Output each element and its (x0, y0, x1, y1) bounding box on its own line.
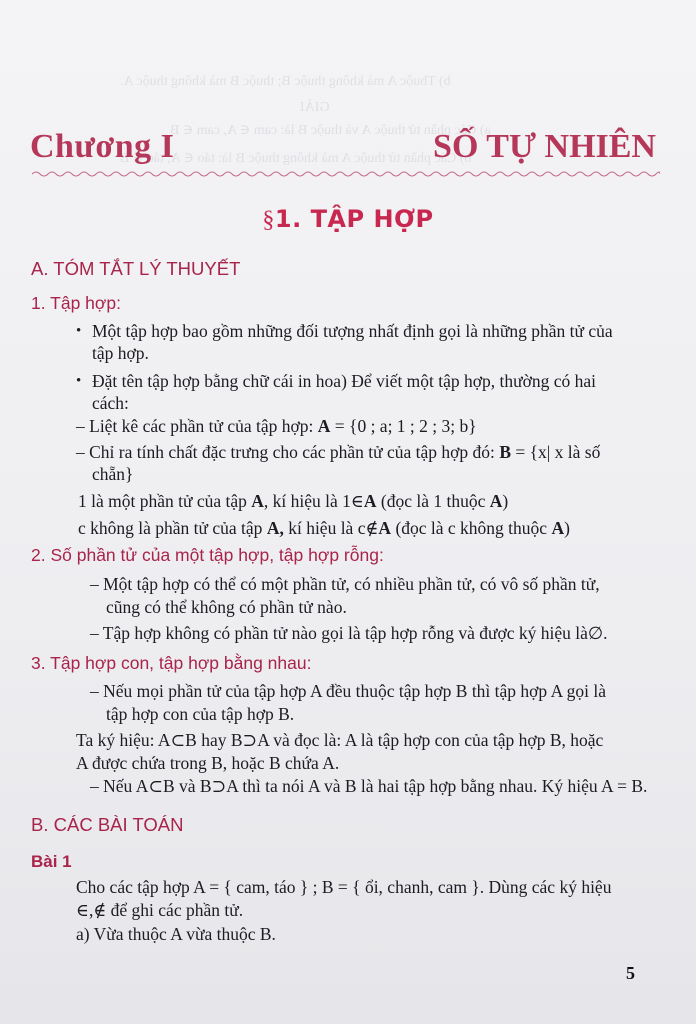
part-b-heading: B. CÁC BÀI TOÁN (31, 814, 184, 835)
bleed-through-line: a) Các phần tử thuộc A và thuộc B là: cam ∈ A, cam ∈ B (170, 123, 491, 138)
non-membership-line (78, 517, 570, 539)
subset-definition-cont: tập hợp con của tập hợp B. (106, 704, 295, 724)
part-a-heading: A. TÓM TẮT LÝ THUYẾT (31, 258, 241, 279)
set-name: A, (266, 518, 284, 538)
exercise-1-statement: Cho các tập hợp A = { cam, táo } ; B = { ổi, chanh, cam }. Dùng các ký hiệu (76, 877, 612, 897)
section-title-text: 1. TẬP HỢP (274, 205, 434, 233)
method-property-cont: chẵn} (92, 464, 134, 484)
set-name: A (489, 491, 503, 511)
set-name: B (499, 442, 511, 462)
subset-notation-cont: A được chứa trong B, hoặc B chứa A. (76, 753, 340, 773)
section-title (0, 205, 696, 234)
text: ) (502, 491, 509, 511)
set-name: A (551, 518, 565, 538)
page-number: 5 (626, 963, 635, 983)
bleed-through-line: GIẢI (300, 100, 330, 115)
exercise-1-statement-cont: ∈,∉ để ghi các phần tử. (76, 900, 244, 920)
text: , kí hiệu là 1∈ (263, 491, 364, 511)
text: (đọc là c không thuộc (391, 518, 552, 538)
subsection-3-heading: 3. Tập hợp con, tập hợp bằng nhau: (31, 653, 312, 673)
subset-notation: Ta ký hiệu: A⊂B hay B⊃A và đọc là: A là tập hợp con của tập hợp B, hoặc (76, 730, 604, 750)
cardinality-line: – Một tập hợp có thể có một phần tử, có nhiều phần tử, có vô số phần tử, (90, 574, 600, 594)
set-name: A (251, 491, 264, 511)
method-text: – Chỉ ra tính chất đặc trưng cho các phần tử của tập hợp đó: (76, 442, 500, 462)
bullet-naming (92, 370, 596, 392)
text: 1 là một phần tử của tập (78, 491, 252, 511)
chapter-label: Chương I (30, 128, 175, 165)
bullet-naming-cont: cách: (92, 393, 129, 413)
method-enumerate (76, 415, 477, 437)
set-value: = {0 ; a; 1 ; 2 ; 3; b} (330, 416, 477, 436)
text: (đọc là 1 thuộc (376, 491, 490, 511)
text: kí hiệu là c∉ (283, 518, 379, 538)
bullet-text: Đặt tên tập hợp bằng chữ cái in hoa) Để viết một tập hợp, thường có hai (92, 371, 597, 391)
bullet-definition (92, 320, 613, 342)
chapter-header (30, 128, 660, 176)
exercise-1-label: Bài 1 (31, 852, 72, 871)
bullet-definition-cont: tập hợp. (92, 343, 149, 363)
method-text: – Liệt kê các phần tử của tập hợp: (76, 416, 318, 436)
set-name: A (363, 491, 377, 511)
bleed-through-line: b) Các phần tử thuộc A mà không thuộc B là: táo ∈ A, táo ∉ B (120, 151, 472, 166)
section-symbol: § (262, 207, 275, 233)
subset-definition: – Nếu mọi phần tử của tập hợp A đều thuộc tập hợp B thì tập hợp A gọi là (90, 681, 607, 701)
chapter-title: SỐ TỰ NHIÊN (433, 128, 656, 165)
subsection-1-heading: 1. Tập hợp: (31, 293, 121, 313)
set-value: = {x| x là số (511, 442, 601, 462)
subsection-2-heading: 2. Số phần tử của một tập hợp, tập hợp rỗng: (31, 545, 384, 565)
bullet-text: Một tập hợp bao gồm những đối tượng nhất định gọi là những phần tử của (92, 321, 613, 341)
text: ) (564, 518, 570, 538)
set-name: A (317, 416, 331, 436)
text: c không là phần tử của tập (78, 518, 267, 538)
equal-sets-line: – Nếu A⊂B và B⊃A thì ta nói A và B là hai tập hợp bằng nhau. Ký hiệu A = B. (90, 776, 648, 796)
empty-set-line: – Tập hợp không có phần tử nào gọi là tập hợp rỗng và được ký hiệu là∅. (90, 623, 608, 643)
method-property (76, 441, 600, 463)
exercise-1-item-a: a) Vừa thuộc A vừa thuộc B. (76, 924, 276, 944)
bleed-through-line: b) Thuộc A mà không thuộc B; thuộc B mà không thuộc A. (120, 74, 451, 89)
wavy-divider (32, 170, 660, 178)
membership-line (78, 490, 508, 512)
set-name: A (378, 518, 392, 538)
cardinality-line-cont: cũng có thể không có phần tử nào. (106, 597, 347, 617)
